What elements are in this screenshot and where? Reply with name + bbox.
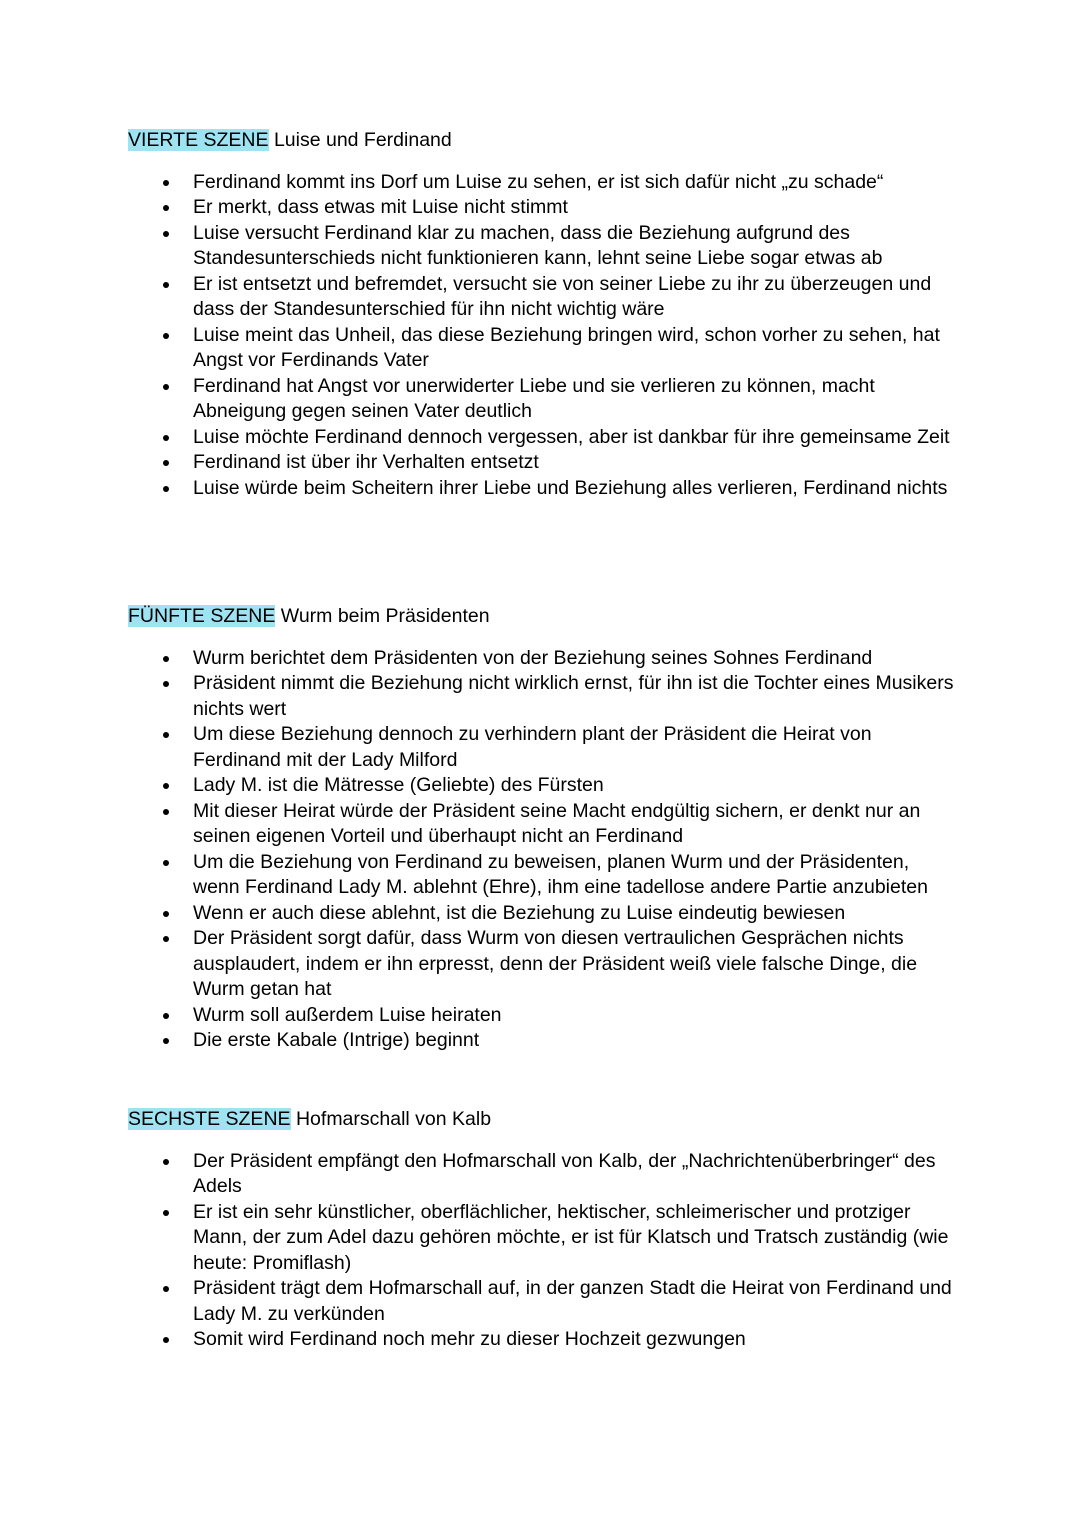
list-item: Ferdinand ist über ihr Verhalten entsetzt [128,450,958,476]
scene-subtitle: Hofmarschall von Kalb [295,1108,492,1130]
list-item: Luise meint das Unheil, das diese Beziehung bringen wird, schon vorher zu sehen, hat Angst vor Ferdinands Vater [128,323,958,374]
scene-section-6 [128,1107,958,1353]
bullet-list [128,1149,958,1353]
list-item: Luise versucht Ferdinand klar zu machen, dass die Beziehung aufgrund des Standesunterschieds nicht funktionieren kann, lehnt seine Liebe sogar etwas ab [128,221,958,272]
bullet-list [128,646,958,1054]
section-heading [128,128,958,154]
scene-label-highlight: SECHSTE SZENE [128,1108,291,1130]
scene-section-4 [128,128,958,501]
list-item: Luise möchte Ferdinand dennoch vergessen, aber ist dankbar für ihre gemeinsame Zeit [128,425,958,451]
list-item: Um die Beziehung von Ferdinand zu beweisen, planen Wurm und der Präsidenten, wenn Ferdinand Lady M. ablehnt (Ehre), ihm eine tadellose andere Partie anzubieten [128,850,958,901]
list-item: Präsident nimmt die Beziehung nicht wirklich ernst, für ihn ist die Tochter eines Musikers nichts wert [128,671,958,722]
list-item: Ferdinand kommt ins Dorf um Luise zu sehen, er ist sich dafür nicht „zu schade“ [128,170,958,196]
list-item: Wurm soll außerdem Luise heiraten [128,1003,958,1029]
scene-section-5 [128,604,958,1054]
section-heading [128,604,958,630]
list-item: Der Präsident sorgt dafür, dass Wurm von diesen vertraulichen Gesprächen nichts ausplaudert, indem er ihn erpresst, denn der Präsident weiß viele falsche Dinge, die Wurm getan hat [128,926,958,1003]
list-item: Um diese Beziehung dennoch zu verhindern plant der Präsident die Heirat von Ferdinand mit der Lady Milford [128,722,958,773]
scene-subtitle: Luise und Ferdinand [273,129,452,151]
list-item: Präsident trägt dem Hofmarschall auf, in der ganzen Stadt die Heirat von Ferdinand und Lady M. zu verkünden [128,1276,958,1327]
list-item: Er ist entsetzt und befremdet, versucht sie von seiner Liebe zu ihr zu überzeugen und dass der Standesunterschied für ihn nicht wichtig wäre [128,272,958,323]
list-item: Luise würde beim Scheitern ihrer Liebe und Beziehung alles verlieren, Ferdinand nichts [128,476,958,502]
scene-subtitle: Wurm beim Präsidenten [280,605,490,627]
bullet-list [128,170,958,502]
list-item: Somit wird Ferdinand noch mehr zu dieser Hochzeit gezwungen [128,1327,958,1353]
section-heading [128,1107,958,1133]
list-item: Wurm berichtet dem Präsidenten von der Beziehung seines Sohnes Ferdinand [128,646,958,672]
list-item: Wenn er auch diese ablehnt, ist die Beziehung zu Luise eindeutig bewiesen [128,901,958,927]
scene-label-highlight: FÜNFTE SZENE [128,605,276,627]
list-item: Ferdinand hat Angst vor unerwiderter Liebe und sie verlieren zu können, macht Abneigung gegen seinen Vater deutlich [128,374,958,425]
list-item: Mit dieser Heirat würde der Präsident seine Macht endgültig sichern, er denkt nur an seinen eigenen Vorteil und überhaupt nicht an Ferdinand [128,799,958,850]
list-item: Der Präsident empfängt den Hofmarschall von Kalb, der „Nachrichtenüberbringer“ des Adels [128,1149,958,1200]
list-item: Die erste Kabale (Intrige) beginnt [128,1028,958,1054]
scene-label-highlight: VIERTE SZENE [128,129,269,151]
list-item: Lady M. ist die Mätresse (Geliebte) des Fürsten [128,773,958,799]
list-item: Er ist ein sehr künstlicher, oberflächlicher, hektischer, schleimerischer und protziger Mann, der zum Adel dazu gehören möchte, er ist für Klatsch und Tratsch zuständig (wie heute: Promiflash) [128,1200,958,1277]
list-item: Er merkt, dass etwas mit Luise nicht stimmt [128,195,958,221]
